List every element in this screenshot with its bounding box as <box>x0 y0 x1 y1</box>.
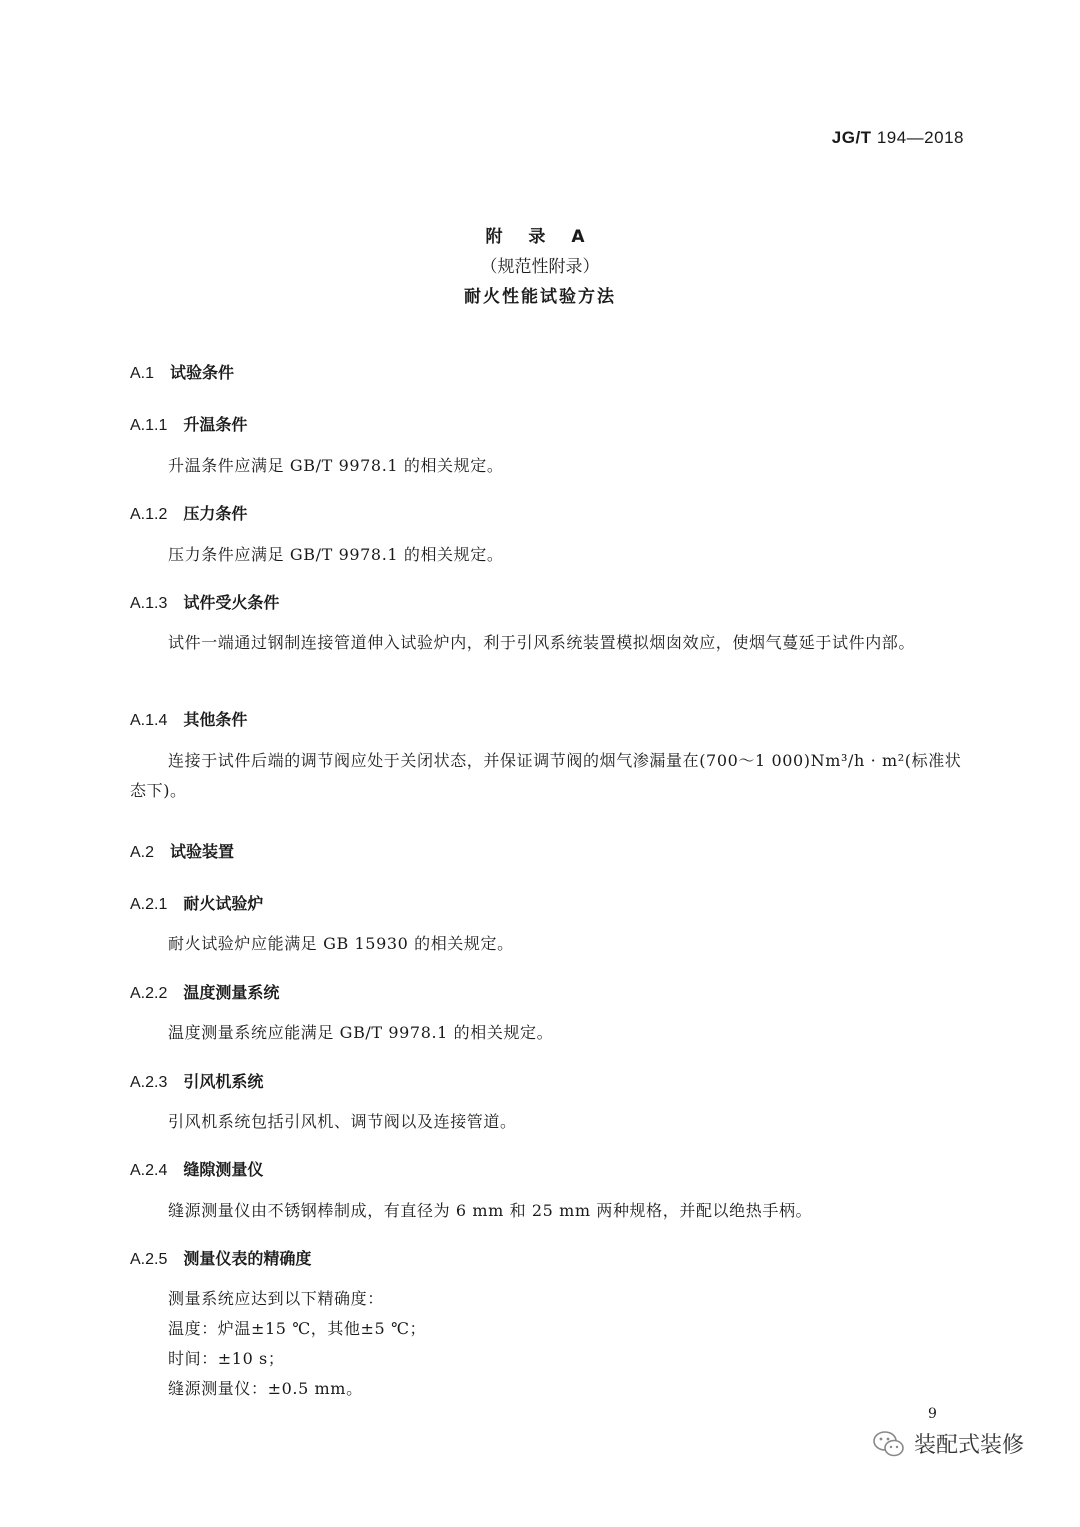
heading-a2: A.2 试验装置 <box>130 842 235 861</box>
wechat-icon <box>872 1429 906 1459</box>
annex-type: （规范性附录） <box>480 257 600 277</box>
heading-a25: A.2.5 测量仪表的精确度 <box>130 1249 312 1268</box>
heading-a12: A.1.2 压力条件 <box>130 504 248 523</box>
watermark <box>872 1428 1024 1459</box>
standard-prefix: JG/T <box>831 128 872 147</box>
paragraph-a25-line-3: 时间：±10 s； <box>168 1349 285 1368</box>
paragraph-a12: 压力条件应满足 GB/T 9978.1 的相关规定。 <box>168 545 504 564</box>
paragraph-a22: 温度测量系统应能满足 GB/T 9978.1 的相关规定。 <box>168 1023 554 1042</box>
heading-a14: A.1.4 其他条件 <box>130 710 248 729</box>
annex-label: 附 录 A <box>485 227 595 247</box>
heading-a11: A.1.1 升温条件 <box>130 415 248 434</box>
heading-a22: A.2.2 温度测量系统 <box>130 983 280 1002</box>
heading-a24: A.2.4 缝隙测量仪 <box>130 1160 264 1179</box>
paragraph-a21: 耐火试验炉应能满足 GB 15930 的相关规定。 <box>168 934 514 953</box>
heading-a23: A.2.3 引风机系统 <box>130 1072 264 1091</box>
watermark-text: 装配式装修 <box>914 1433 1025 1458</box>
heading-a21: A.2.1 耐火试验炉 <box>130 894 264 913</box>
paragraph-a25-line-1: 测量系统应达到以下精确度： <box>168 1289 384 1308</box>
paragraph-a24: 缝源测量仪由不锈钢棒制成，有直径为 6 mm 和 25 mm 两种规格，并配以绝热手柄。 <box>168 1201 813 1220</box>
paragraph-a23: 引风机系统包括引风机、调节阀以及连接管道。 <box>168 1112 517 1131</box>
paragraph-a25-line-4: 缝源测量仪：±0.5 mm。 <box>168 1379 363 1398</box>
paragraph-a14: 连接于试件后端的调节阀应处于关闭状态，并保证调节阀的烟气渗漏量在(700～1 000)Nm³/h · m²(标准状态下)。 <box>130 751 962 800</box>
page-number: 9 <box>928 1406 937 1422</box>
standard-number: 194—2018 <box>876 128 964 147</box>
paragraph-a25-line-2: 温度：炉温±15 ℃，其他±5 ℃； <box>168 1319 427 1338</box>
standard-code <box>832 128 964 148</box>
heading-a13: A.1.3 试件受火条件 <box>130 593 280 612</box>
paragraph-a13: 试件一端通过钢制连接管道伸入试验炉内，利于引风系统装置模拟烟囱效应，使烟气蔓延于试件内部。 <box>168 633 916 652</box>
annex-title-block <box>0 222 1080 312</box>
paragraph-a11: 升温条件应满足 GB/T 9978.1 的相关规定。 <box>168 456 504 475</box>
heading-a1: A.1 试验条件 <box>130 363 235 382</box>
annex-name: 耐火性能试验方法 <box>464 287 616 307</box>
